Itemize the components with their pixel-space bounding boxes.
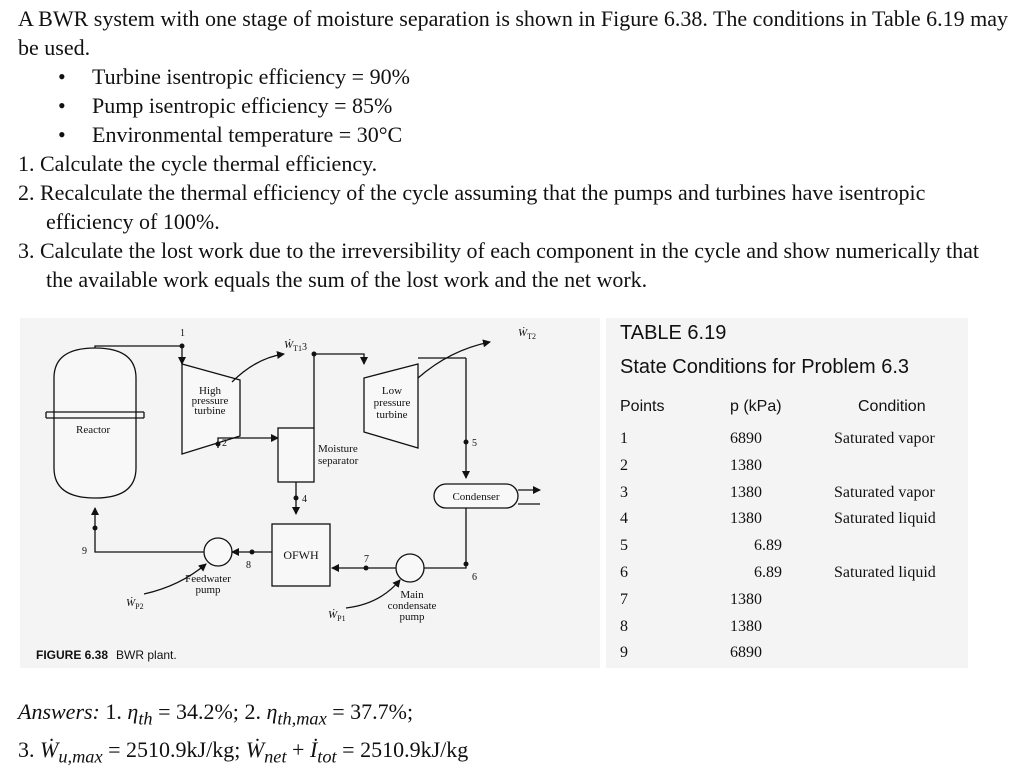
answer-2-subscript: th,max: [277, 708, 327, 729]
point-number: 9: [82, 546, 87, 557]
main-pump-label: Main: [400, 589, 424, 601]
point-number: 6: [472, 572, 477, 583]
table-cell-pressure: 1380: [730, 483, 762, 501]
state-point-7: [364, 566, 369, 571]
answer-3-subscript: u,max: [58, 746, 103, 767]
answer-3-subscript-net: net: [264, 746, 287, 767]
lpt-label: Low: [381, 385, 403, 397]
answer-1-subscript: th: [138, 708, 153, 729]
main-pump-label: condensate: [387, 600, 437, 612]
lpt-label: pressure: [373, 397, 411, 409]
question-text: Calculate the lost work due to the irreversibility of each component in the cycle and show numerically that the available work equals the sum of the lost work and the net work.: [40, 238, 979, 292]
separator-label: Moisture: [318, 443, 358, 455]
problem-statement: [18, 4, 1008, 294]
question-number: 2.: [18, 180, 35, 205]
table-cell-pressure: 1380: [730, 617, 762, 635]
main-pump-label: pump: [399, 611, 425, 623]
question-item: [18, 149, 1008, 178]
answer-3-symbol-tot: İ: [309, 737, 318, 763]
answer-1-symbol: η: [127, 699, 139, 724]
state-point-4: [294, 496, 299, 501]
wt1-work-arrow: [232, 354, 284, 382]
condenser-label: Condenser: [452, 491, 500, 503]
problem-intro: A BWR system with one stage of moisture separation is shown in Figure 6.38. The conditions in Table 6.19 may be used.: [18, 6, 1008, 60]
answers-line-1: [18, 696, 468, 734]
table-number: TABLE 6.19: [620, 322, 727, 344]
table-cell-pressure: 6.89: [754, 537, 782, 555]
state-point-5: [464, 440, 469, 445]
question-item: [18, 178, 1008, 236]
line-6: [422, 508, 466, 568]
table-cell-point: 4: [620, 510, 628, 528]
table-cell-point: 1: [620, 430, 628, 447]
table-cell-pressure: 1380: [730, 590, 762, 608]
answer-3-plus: +: [286, 737, 310, 763]
line-3: [314, 354, 364, 428]
question-text: Calculate the cycle thermal efficiency.: [40, 151, 378, 176]
state-point-3: [312, 352, 317, 357]
question-number: 3.: [18, 238, 35, 263]
point-number: 3: [302, 342, 307, 353]
figure-caption-text: BWR plant.: [116, 648, 177, 662]
state-point-1: [180, 344, 185, 349]
answer-2-symbol: η: [266, 699, 278, 724]
given-condition: • Pump isentropic efficiency = 85%: [18, 91, 1008, 120]
lpt-label: turbine: [376, 409, 408, 421]
separator-label: separator: [318, 455, 359, 467]
line-9: [95, 508, 204, 552]
table-header-condition: Condition: [858, 398, 926, 415]
answer-1-number: 1.: [105, 699, 122, 724]
given-condition: • Environmental temperature = 30°C: [18, 120, 1008, 149]
state-point-8: [250, 550, 255, 555]
table-cell-condition: Saturated liquid: [834, 510, 936, 528]
hpt-label: pressure: [191, 395, 229, 407]
wt2-work-arrow: [418, 342, 490, 378]
table-cell-pressure: 6890: [730, 430, 762, 447]
point-number: 2: [222, 438, 227, 449]
feedwater-pump-label: pump: [195, 584, 221, 596]
point-number: 8: [246, 560, 251, 571]
point-number: 5: [472, 438, 477, 449]
given-conditions-list: [18, 62, 1008, 149]
wt1-label: Ẇ$_{T1}$: [284, 339, 303, 353]
main-condensate-pump: [396, 554, 424, 582]
table-header-points: Points: [620, 398, 665, 415]
wp2-label: Ẇ$_{P2}$: [126, 597, 144, 611]
answer-3-symbol: Ẇ: [40, 737, 59, 763]
figure-caption-number: FIGURE 6.38: [36, 648, 109, 662]
state-point-9: [93, 526, 98, 531]
reactor-label: Reactor: [76, 424, 111, 436]
answer-3-value-2: = 2510.9kJ/kg: [336, 737, 469, 763]
answer-2-value: = 37.7%;: [326, 699, 414, 724]
table-cell-point: 8: [620, 617, 628, 635]
table-header-pressure: p (kPa): [730, 398, 782, 415]
question-number: 1.: [18, 151, 35, 176]
question-item: [18, 236, 1008, 294]
point-number: 1: [180, 328, 185, 339]
answers-block: [18, 696, 468, 773]
answer-1-value: = 34.2%;: [152, 699, 245, 724]
hpt-label: High: [199, 385, 221, 397]
table-cell-point: 5: [620, 537, 628, 555]
reactor-vessel: [54, 348, 136, 498]
point-number: 7: [364, 554, 369, 565]
feedwater-pump: [204, 538, 232, 566]
questions-list: [18, 149, 1008, 294]
answer-3-subscript-tot: tot: [317, 746, 337, 767]
table-cell-condition: Saturated vapor: [834, 430, 935, 447]
table-title: State Conditions for Problem 6.3: [620, 356, 910, 378]
state-point-6: [464, 562, 469, 567]
table-cell-point: 3: [620, 483, 628, 501]
state-point-2: [216, 442, 221, 447]
table-cell-point: 6: [620, 564, 628, 581]
table-cell-condition: Saturated liquid: [834, 564, 936, 581]
state-conditions-table: [606, 318, 968, 668]
answer-3-number: 3.: [18, 737, 35, 763]
wt2-label: Ẇ$_{T2}$: [518, 327, 537, 341]
table-cell-pressure: 1380: [730, 510, 762, 528]
table-cell-point: 7: [620, 590, 628, 608]
figure-caption: [36, 648, 177, 662]
point-number: 4: [302, 494, 307, 505]
table-cell-point: 2: [620, 456, 628, 474]
question-text: Recalculate the thermal efficiency of the cycle assuming that the pumps and turbines have isentropic efficiency of 100%.: [40, 180, 926, 234]
bwr-plant-figure: [20, 318, 600, 668]
answer-2-number: 2.: [244, 699, 261, 724]
table-cell-pressure: 6.89: [754, 564, 782, 581]
table-cell-point: 9: [620, 644, 628, 662]
answers-label: Answers:: [18, 699, 100, 724]
given-condition: • Turbine isentropic efficiency = 90%: [18, 62, 1008, 91]
hpt-label: turbine: [194, 405, 226, 417]
answer-3-value: = 2510.9kJ/kg;: [102, 737, 246, 763]
bwr-plant-diagram: [20, 318, 600, 668]
table-cell-pressure: 1380: [730, 456, 762, 474]
answer-3-symbol-net: Ẇ: [245, 737, 265, 763]
table-cell-pressure: 6890: [730, 644, 762, 662]
moisture-separator: [278, 428, 314, 482]
ofwh-label: OFWH: [283, 548, 319, 562]
table-cell-condition: Saturated vapor: [834, 483, 935, 501]
answers-line-2: [18, 734, 468, 772]
feedwater-pump-label: Feedwater: [185, 573, 231, 585]
wp1-label: Ẇ$_{P1}$: [328, 609, 346, 623]
